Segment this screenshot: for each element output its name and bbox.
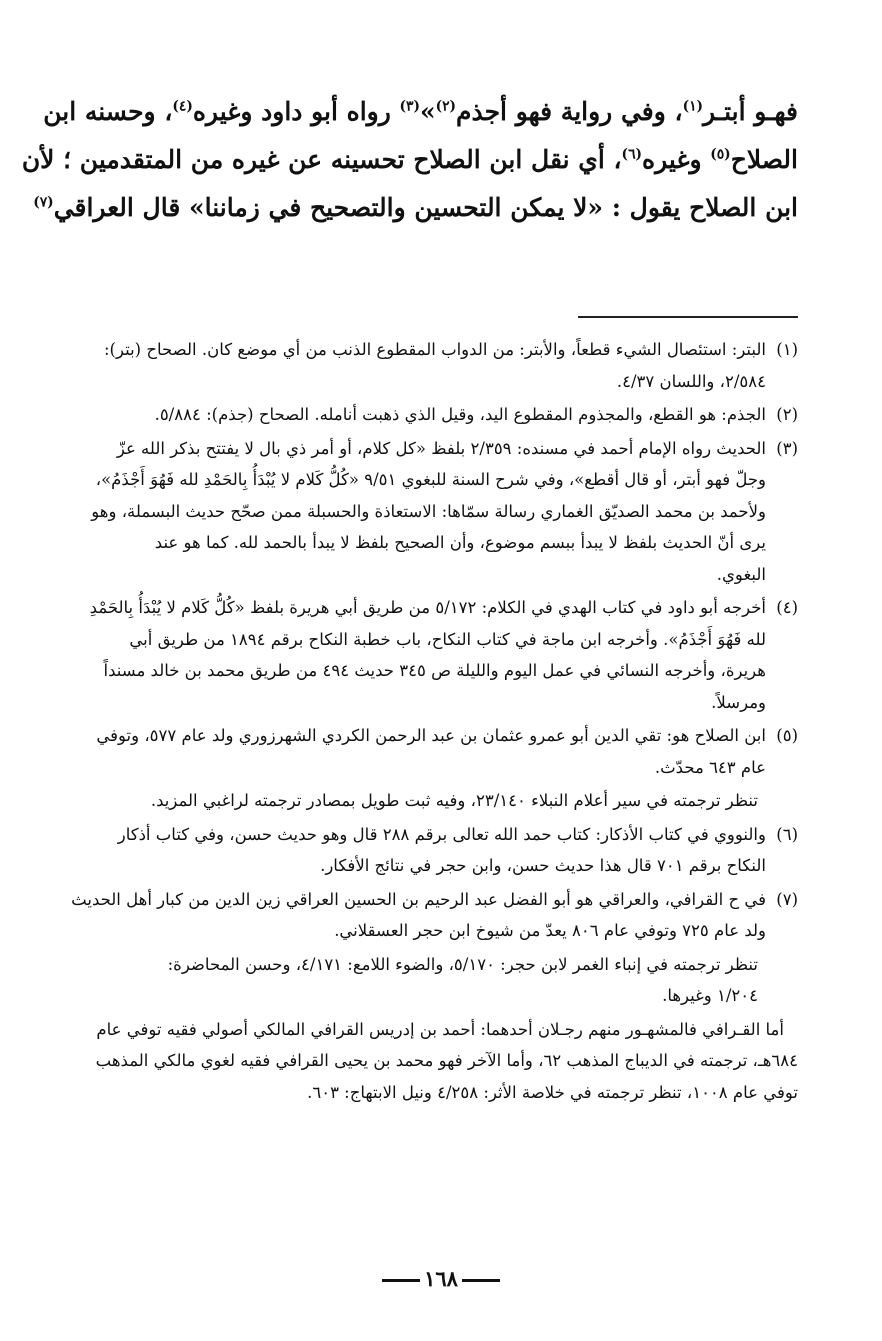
page-number: ١٦٨ bbox=[424, 1266, 458, 1291]
footnote-line: ولأحمد بن محمد الصديّق الغماري رسالة سمّاها: الاستعاذة والحسبلة ممن صحّح حديث البسملة، وهو bbox=[91, 501, 766, 521]
text-segment: فهـو أبتـر bbox=[703, 97, 798, 126]
footnote-ref-1[interactable]: (١) bbox=[682, 98, 704, 115]
footnote-line: ٢/٥٨٤، واللسان ٤/٣٧. bbox=[616, 371, 766, 391]
footnote-3 bbox=[70, 433, 798, 591]
footnote-2 bbox=[70, 399, 798, 431]
main-text-block bbox=[21, 88, 798, 232]
footnote-number: (٣) bbox=[776, 438, 798, 458]
text-segment: » bbox=[419, 97, 436, 126]
footnote-number: (٥) bbox=[776, 726, 798, 745]
footnote-7 bbox=[70, 884, 798, 947]
footnote-number: (٦) bbox=[776, 824, 798, 844]
text-segment: ، أي نقل ابن الصلاح تحسينه عن غيره من المتقدمين ؛ لأن bbox=[21, 145, 622, 174]
footnotes-section bbox=[70, 334, 798, 1108]
text-segment: رواه أبو داود وغيره bbox=[192, 97, 400, 126]
text-segment: ، وحسنه ابن bbox=[43, 97, 173, 126]
para-line: أما القـرافي فالمشهـور منهم رجـلان أحدهما: أحمد بن إدريس القرافي المالكي أصولي فقيه توفي عام bbox=[96, 1019, 784, 1039]
footnote-number: (٤) bbox=[776, 598, 798, 617]
footnote-number: (٢) bbox=[776, 405, 798, 424]
main-line-2 bbox=[21, 136, 798, 184]
footnote-line: البتر: استئصال الشيء قطعاً، والأبتر: من الدواب المقطوع الذنب من أي موضع كان. الصحاح (بتر): bbox=[103, 340, 766, 359]
note-line: تنظر ترجمته في إنباء الغمر لابن حجر: ٥/١٧٠، والضوء اللامع: ٤/١٧١، وحسن المحاضرة: bbox=[167, 954, 758, 974]
footnote-5-note bbox=[70, 785, 798, 817]
text-segment: ابن الصلاح يقول : «لا يمكن التحسين والتصحيح في زماننا» قال العراقي bbox=[53, 193, 798, 222]
footnote-line: الحديث رواه الإمام أحمد في مسنده: ٢/٣٥٩ بلفظ «كل كلام، أو أمر ذي بال لا يفتتح بذكر الله عزّ bbox=[116, 438, 766, 458]
footnote-line: هريرة، وأخرجه النسائي في عمل اليوم والليلة ص ٣٤٥ حديث ٤٩٤ من طريق محمد بن خالد مسنداً bbox=[103, 661, 766, 680]
footnote-line: النكاح برقم ٧٠١ قال هذا حديث حسن، وابن حجر في نتائج الأفكار. bbox=[320, 856, 766, 875]
note-line: تنظر ترجمته في سير أعلام النبلاء ٢٣/١٤٠، وفيه ثبت طويل بمصادر ترجمته لراغبي المزيد. bbox=[150, 791, 758, 810]
footnote-line: الجذم: هو القطع، والمجذوم المقطوع اليد، وقيل الذي ذهبت أنامله. الصحاح (جذم): ٥/٨٨٤. bbox=[154, 405, 766, 424]
para-line: ٦٨٤هـ، ترجمته في الديباج المذهب ٦٢، وأما الآخر فهو محمد بن يحيى القرافي فقيه لغوي مالكي المذهب bbox=[95, 1051, 798, 1070]
footnote-line: ابن الصلاح هو: تقي الدين أبو عمرو عثمان بن عبد الرحمن الكردي الشهرزوري ولد عام ٥٧٧، وتوفي bbox=[96, 726, 766, 745]
footnote-ref-6[interactable]: (٦) bbox=[621, 146, 642, 163]
qarafi-paragraph bbox=[70, 1014, 798, 1109]
footnote-ref-5[interactable]: (٥) bbox=[710, 146, 731, 163]
footnote-number: (١) bbox=[776, 340, 798, 359]
footnote-line: وجلّ فهو أبتر، أو قال أقطع»، وفي شرح السنة للبغوي ٩/٥١ «كُلُّ كَلام لا يُبْدَأُ بِالحَمْدِ لله فَهُوَ أَجْذَمُ»، bbox=[95, 470, 766, 489]
footer-dash bbox=[462, 1279, 500, 1282]
footnote-line: ومرسلاً. bbox=[711, 692, 766, 712]
para-line: توفي عام ١٠٠٨، تنظر ترجمته في خلاصة الأثر: ٤/٢٥٨ ونيل الابتهاج: ٦٠٣. bbox=[307, 1082, 798, 1102]
footnote-line: يرى أنّ الحديث بلفظ لا يبدأ ببسم موضوع، وأن الصحيح بلفظ لا يبدأ بالحمد لله. كما هو عند bbox=[154, 533, 766, 552]
footnote-number: (٧) bbox=[776, 889, 798, 909]
footnote-ref-4[interactable]: (٤) bbox=[172, 98, 193, 115]
text-segment: الصلاح bbox=[730, 145, 798, 174]
footnote-line: والنووي في كتاب الأذكار: كتاب حمد الله تعالى برقم ٢٨٨ قال وهو حديث حسن، وفي كتاب أذكار bbox=[117, 824, 766, 844]
footnote-separator bbox=[578, 316, 798, 318]
text-segment: ، وفي رواية فهو أجذم bbox=[456, 97, 683, 126]
footer-dash bbox=[382, 1279, 420, 1282]
footnote-1 bbox=[70, 334, 798, 397]
footnote-line: في ح القرافي، والعراقي هو أبو الفضل عبد الرحيم بن الحسين العراقي زين الدين من كبار أهل الحديث bbox=[71, 889, 766, 909]
footnote-line: أخرجه أبو داود في كتاب الهدي في الكلام: ٥/١٧٢ من طريق أبي هريرة بلفظ «كُلُّ كَلام لا يُبْدَأُ بِالحَمْدِ bbox=[89, 598, 766, 617]
footnote-line: عام ٦٤٣ محدّث. bbox=[654, 757, 766, 777]
footnote-line: البغوي. bbox=[716, 564, 766, 584]
footnote-5 bbox=[70, 720, 798, 783]
footnote-ref-2[interactable]: (٢) bbox=[435, 98, 456, 115]
main-line-1 bbox=[43, 88, 798, 136]
footnote-ref-3[interactable]: (٣) bbox=[399, 98, 420, 115]
footnote-ref-7[interactable]: (٧) bbox=[33, 194, 54, 211]
main-line-3 bbox=[33, 184, 798, 232]
footnote-4 bbox=[70, 592, 798, 718]
footnote-6 bbox=[70, 819, 798, 882]
text-segment: وغيره bbox=[641, 145, 711, 174]
footnote-7-note bbox=[70, 949, 798, 1012]
note-line: ١/٢٠٤ وغيرها. bbox=[662, 986, 758, 1005]
footnote-line: لله فَهُوَ أَجْذَمُ». وأخرجه ابن ماجة في كتاب النكاح، باب خطبة النكاح برقم ١٨٩٤ من طريق أبي bbox=[129, 629, 766, 649]
footnote-line: ولد عام ٧٢٥ وتوفي عام ٨٠٦ يعدّ من شيوخ ابن حجر العسقلاني. bbox=[334, 921, 766, 940]
page-number-footer bbox=[0, 1266, 882, 1291]
main-paragraph bbox=[21, 88, 798, 232]
